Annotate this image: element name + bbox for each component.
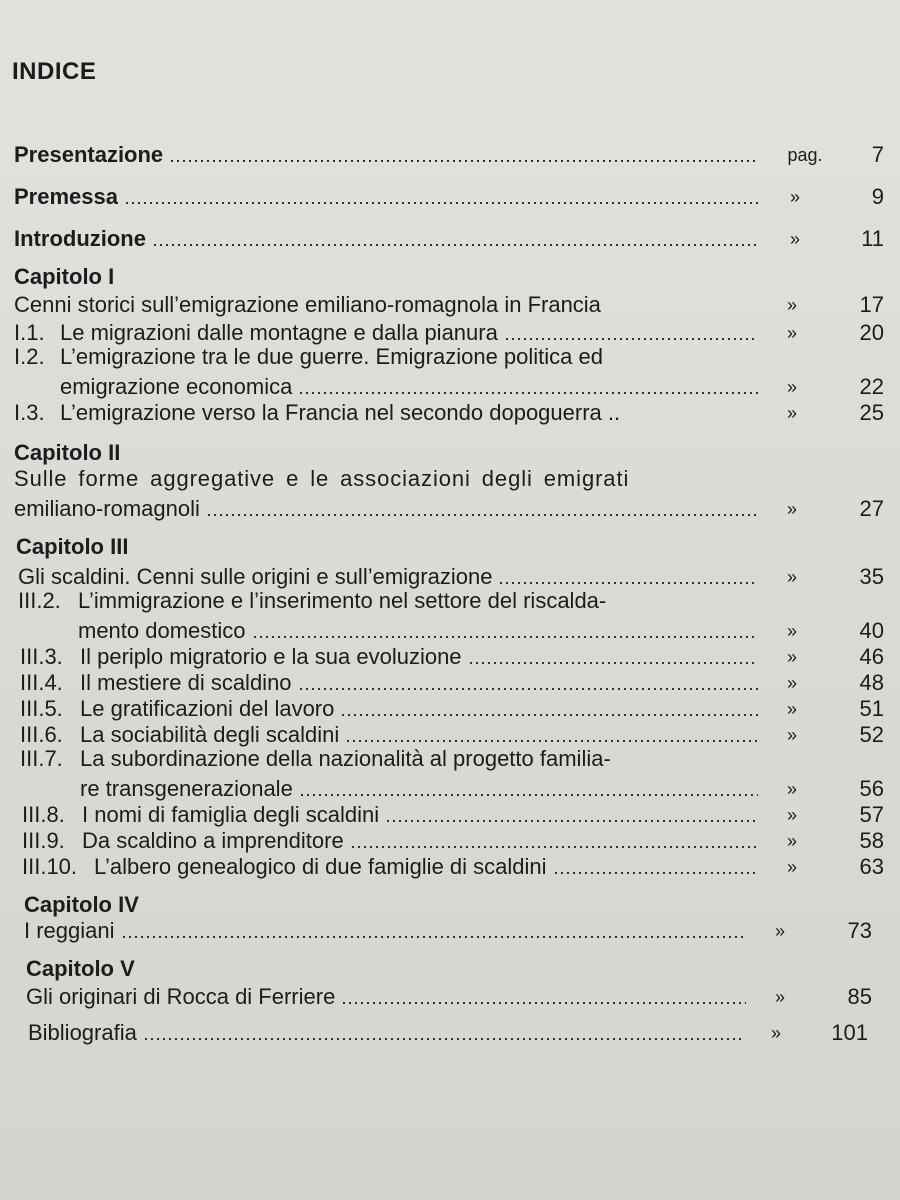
toc-entry-bibliografia bbox=[28, 1016, 868, 1046]
chapter-heading: Capitolo II bbox=[14, 440, 121, 465]
page-abbrev: pag. bbox=[787, 145, 823, 165]
leader-dots bbox=[504, 338, 758, 340]
section-number: III.10. bbox=[22, 854, 78, 879]
section-number: III.4. bbox=[20, 670, 63, 695]
page-number: 46 bbox=[859, 644, 884, 669]
section-number: III.3. bbox=[20, 644, 63, 669]
page-number: 73 bbox=[847, 918, 872, 943]
ditto-mark: » bbox=[789, 187, 800, 207]
toc-entry-premessa bbox=[14, 180, 884, 210]
chapter-heading: Capitolo IV bbox=[24, 892, 139, 917]
page-number: 17 bbox=[859, 292, 884, 317]
page-number: 58 bbox=[859, 828, 884, 853]
ditto-mark: » bbox=[786, 377, 797, 397]
ditto-mark: » bbox=[786, 621, 797, 641]
leader-dots bbox=[468, 662, 758, 664]
page-number: 52 bbox=[859, 722, 884, 747]
toc-entry-label: Presentazione bbox=[14, 142, 164, 167]
toc-entry-label: Da scaldino a imprenditore bbox=[82, 828, 344, 853]
toc-entry-label: Il periplo migratorio e la sua evoluzione bbox=[80, 644, 462, 669]
ditto-mark: » bbox=[770, 1023, 781, 1043]
page-number: 22 bbox=[859, 374, 884, 399]
page-number: 48 bbox=[859, 670, 884, 695]
toc-section-line1 bbox=[20, 746, 611, 772]
ditto-mark: » bbox=[786, 295, 797, 315]
toc-section-line1 bbox=[14, 344, 603, 370]
ditto-mark: » bbox=[786, 725, 797, 745]
toc-entry-label: Cenni storici sull’emigrazione emiliano-romagnola in Francia bbox=[14, 292, 601, 317]
toc-entry-label-cont: emiliano-romagnoli bbox=[14, 496, 200, 521]
toc-chapter-title bbox=[18, 560, 884, 590]
section-number: I.1. bbox=[14, 320, 45, 345]
section-number: III.6. bbox=[20, 722, 63, 747]
toc-entry-label: I reggiani bbox=[24, 918, 115, 943]
leader-dots bbox=[350, 846, 758, 848]
toc-chapter-title bbox=[14, 288, 884, 318]
leader-dots bbox=[340, 714, 758, 716]
leader-dots bbox=[553, 872, 758, 874]
page-number: 25 bbox=[859, 400, 884, 425]
toc-entry-label: La subordinazione della nazionalità al progetto familia- bbox=[80, 746, 611, 771]
leader-dots bbox=[143, 1038, 742, 1040]
toc-entry-label-cont: emigrazione economica bbox=[60, 374, 293, 399]
page-number: 85 bbox=[847, 984, 872, 1009]
toc-section bbox=[14, 396, 884, 426]
ditto-mark: » bbox=[786, 567, 797, 587]
page-number: 27 bbox=[859, 496, 884, 521]
section-number: III.2. bbox=[18, 588, 61, 613]
section-number: III.7. bbox=[20, 746, 63, 771]
toc-chapter-title bbox=[26, 980, 872, 1010]
page-title: INDICE bbox=[12, 58, 97, 85]
section-number: I.2. bbox=[14, 344, 45, 369]
ditto-mark: » bbox=[786, 499, 797, 519]
toc-entry-label: Il mestiere di scaldino bbox=[80, 670, 292, 695]
ditto-mark: » bbox=[786, 857, 797, 877]
page-number: 63 bbox=[859, 854, 884, 879]
leader-dots bbox=[121, 936, 746, 938]
toc-entry-label: L’albero genealogico di due famiglie di scaldini bbox=[94, 854, 547, 879]
toc-section bbox=[14, 316, 884, 346]
page-number: 51 bbox=[859, 696, 884, 721]
toc-chapter-title bbox=[24, 914, 872, 944]
leader-dots bbox=[385, 820, 758, 822]
toc-entry-label: Bibliografia bbox=[28, 1020, 137, 1045]
toc-entry-label: Premessa bbox=[14, 184, 118, 209]
leader-dots bbox=[206, 514, 758, 516]
toc-entry-presentazione bbox=[14, 138, 884, 168]
leader-dots bbox=[341, 1002, 746, 1004]
toc-section bbox=[20, 718, 884, 748]
leader-dots bbox=[152, 244, 758, 246]
page-number: 56 bbox=[859, 776, 884, 801]
toc-section bbox=[22, 850, 884, 880]
toc-entry-label: Le migrazioni dalle montagne e dalla pianura bbox=[60, 320, 498, 345]
toc-entry-label: La sociabilità degli scaldini bbox=[80, 722, 340, 747]
toc-entry-label: L’immigrazione e l’inserimento nel settore del riscalda- bbox=[78, 588, 607, 613]
page-number: 7 bbox=[871, 142, 884, 167]
toc-entry-label: I nomi di famiglia degli scaldini bbox=[82, 802, 380, 827]
page-number: 57 bbox=[859, 802, 884, 827]
toc-entry-label-cont: mento domestico bbox=[78, 618, 246, 643]
ditto-mark: » bbox=[774, 987, 785, 1007]
toc-entry-label: Gli originari di Rocca di Ferriere bbox=[26, 984, 336, 1009]
section-number: III.9. bbox=[22, 828, 65, 853]
page-number: 11 bbox=[861, 226, 884, 251]
page-number: 9 bbox=[871, 184, 884, 209]
leader-dots bbox=[252, 636, 758, 638]
ditto-mark: » bbox=[786, 673, 797, 693]
chapter-heading: Capitolo I bbox=[14, 264, 115, 289]
section-number: III.5. bbox=[20, 696, 63, 721]
ditto-mark: » bbox=[774, 921, 785, 941]
toc-section-line1 bbox=[18, 588, 606, 614]
leader-dots bbox=[498, 582, 758, 584]
ditto-mark: » bbox=[786, 805, 797, 825]
section-number: I.3. bbox=[14, 400, 45, 425]
toc-entry-label: L’emigrazione verso la Francia nel secondo dopoguerra .. bbox=[60, 400, 621, 425]
leader-dots bbox=[169, 160, 758, 162]
ditto-mark: » bbox=[786, 647, 797, 667]
ditto-mark: » bbox=[789, 229, 800, 249]
ditto-mark: » bbox=[786, 779, 797, 799]
ditto-mark: » bbox=[786, 831, 797, 851]
page-number: 40 bbox=[859, 618, 884, 643]
chapter-heading: Capitolo V bbox=[26, 956, 135, 981]
toc-entry-label: Le gratificazioni del lavoro bbox=[80, 696, 335, 721]
toc-entry-introduzione bbox=[14, 222, 884, 252]
page-number: 35 bbox=[859, 564, 884, 589]
section-number: III.8. bbox=[22, 802, 65, 827]
ditto-mark: » bbox=[786, 403, 797, 423]
chapter-heading: Capitolo III bbox=[16, 534, 129, 559]
ditto-mark: » bbox=[786, 323, 797, 343]
page-number: 101 bbox=[831, 1020, 868, 1045]
toc-chapter-title bbox=[14, 492, 884, 522]
toc-entry-label: Introduzione bbox=[14, 226, 146, 251]
leader-dots bbox=[298, 392, 758, 394]
toc-entry-label: Gli scaldini. Cenni sulle origini e sull’emigrazione bbox=[18, 564, 493, 589]
toc-chapter-title-line1: Sulle forme aggregative e le associazioni degli emigrati bbox=[14, 466, 630, 491]
leader-dots bbox=[298, 688, 758, 690]
toc-entry-label-cont: re transgenerazionale bbox=[80, 776, 293, 801]
toc-entry-label: L’emigrazione tra le due guerre. Emigrazione politica ed bbox=[60, 344, 603, 369]
ditto-mark: » bbox=[786, 699, 797, 719]
leader-dots bbox=[124, 202, 758, 204]
leader-dots bbox=[345, 740, 758, 742]
leader-dots bbox=[299, 794, 758, 796]
page-number: 20 bbox=[859, 320, 884, 345]
